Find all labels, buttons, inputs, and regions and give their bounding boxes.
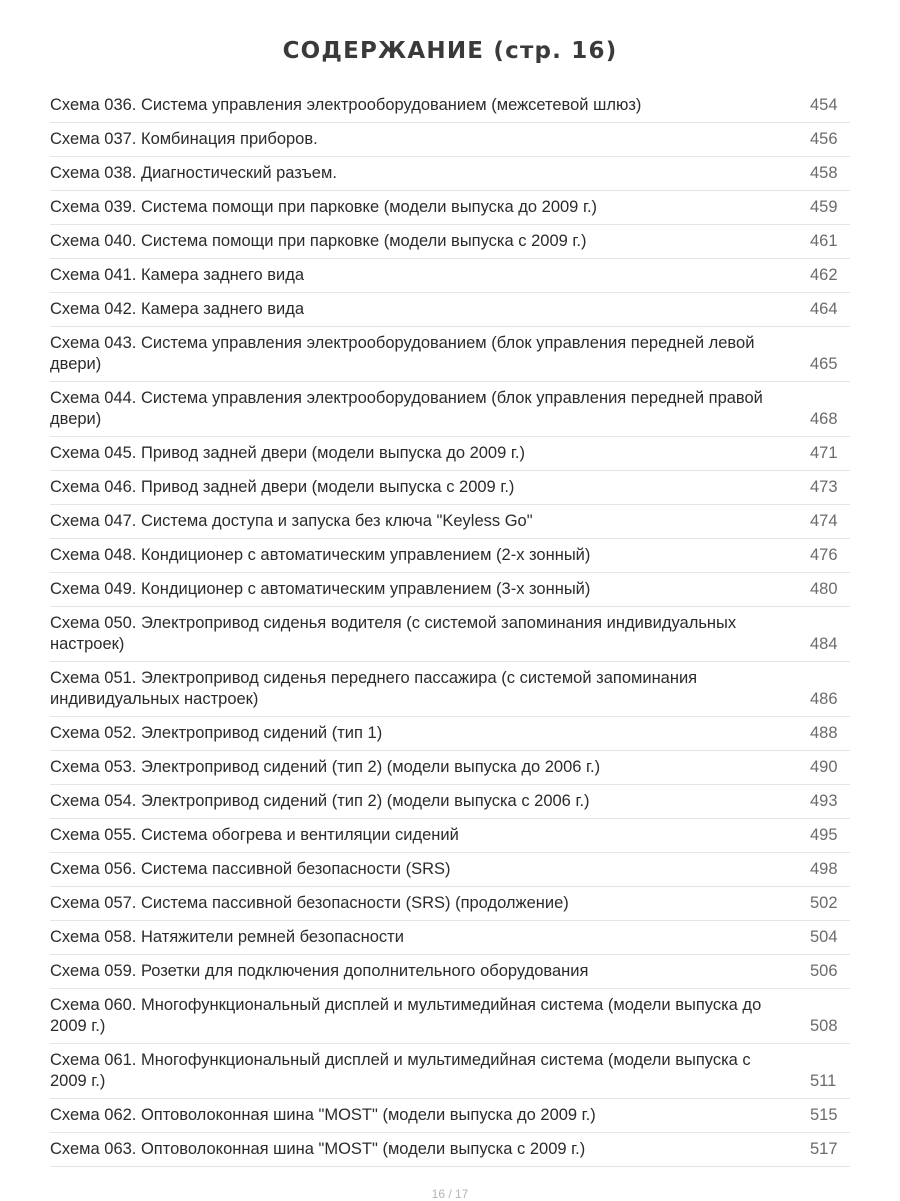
toc-row[interactable] (50, 437, 850, 471)
toc-entry-title: Схема 037. Комбинация приборов. (50, 130, 318, 148)
toc-row[interactable] (50, 989, 850, 1044)
toc-entry-title: Схема 043. Система управления электрооборудованием (блок управления передней левой двери) (50, 334, 755, 373)
toc-entry-title: Схема 052. Электропривод сидений (тип 1) (50, 724, 383, 742)
toc-entry-title: Схема 059. Розетки для подключения дополнительного оборудования (50, 962, 589, 980)
toc-page-number: 488 (810, 724, 838, 742)
toc-entry-title: Схема 062. Оптоволоконная шина "MOST" (модели выпуска до 2009 г.) (50, 1106, 596, 1124)
toc-entry-title: Схема 056. Система пассивной безопасности (SRS) (50, 860, 451, 878)
toc-entry-title: Схема 041. Камера заднего вида (50, 266, 305, 284)
toc-entry-title: Схема 054. Электропривод сидений (тип 2) (модели выпуска с 2006 г.) (50, 792, 590, 810)
toc-row[interactable] (50, 853, 850, 887)
toc-row[interactable] (50, 887, 850, 921)
toc-page-number: 484 (810, 635, 838, 653)
toc-row[interactable] (50, 717, 850, 751)
toc-page-number: 508 (810, 1017, 838, 1035)
toc-row[interactable] (50, 471, 850, 505)
toc-row[interactable] (50, 89, 850, 123)
toc-page-number: 502 (810, 894, 838, 912)
toc-row[interactable] (50, 1044, 850, 1099)
toc-page-number: 486 (810, 690, 838, 708)
toc-row[interactable] (50, 225, 850, 259)
toc-row[interactable] (50, 157, 850, 191)
toc-page-number: 476 (810, 546, 838, 564)
toc-entry-title: Схема 044. Система управления электрооборудованием (блок управления передней правой двери) (50, 389, 763, 428)
toc-page-number: 495 (810, 826, 838, 844)
toc-entry-title: Схема 061. Многофункциональный дисплей и мультимедийная система (модели выпуска с 2009 г.) (50, 1051, 751, 1090)
page-counter: 16 / 17 (431, 1187, 469, 1201)
toc-row[interactable] (50, 819, 850, 853)
toc-row[interactable] (50, 785, 850, 819)
toc-page-number: 511 (810, 1072, 837, 1090)
toc-row[interactable] (50, 191, 850, 225)
toc-entry-title: Схема 053. Электропривод сидений (тип 2) (модели выпуска до 2006 г.) (50, 758, 601, 776)
toc-page-number: 473 (810, 478, 838, 496)
toc-page-number: 459 (810, 198, 838, 216)
toc-entry-title: Схема 055. Система обогрева и вентиляции сидений (50, 826, 459, 844)
toc-entry-title: Схема 049. Кондиционер с автоматическим управлением (3-х зонный) (50, 580, 591, 598)
toc-page-number: 506 (810, 962, 838, 980)
toc-page-number: 468 (810, 410, 838, 428)
toc-row[interactable] (50, 505, 850, 539)
toc-page-number: 456 (810, 130, 838, 148)
toc-entry-title: Схема 048. Кондиционер с автоматическим управлением (2-х зонный) (50, 546, 591, 564)
toc-page-number: 464 (810, 300, 838, 318)
toc-entry-title: Схема 045. Привод задней двери (модели выпуска до 2009 г.) (50, 444, 525, 462)
toc-entry-title: Схема 057. Система пассивной безопасности (SRS) (продолжение) (50, 894, 569, 912)
toc-row[interactable] (50, 382, 850, 437)
toc-page-number: 458 (810, 164, 838, 182)
toc-page-number: 490 (810, 758, 838, 776)
table-of-contents (50, 89, 850, 1167)
toc-page-number: 493 (810, 792, 838, 810)
toc-row[interactable] (50, 1099, 850, 1133)
toc-page-number: 474 (810, 512, 838, 530)
toc-page-number: 454 (810, 96, 838, 114)
toc-page-number: 465 (810, 355, 838, 373)
toc-row[interactable] (50, 327, 850, 382)
toc-row[interactable] (50, 259, 850, 293)
toc-page-number: 504 (810, 928, 838, 946)
toc-page-number: 461 (810, 232, 838, 250)
toc-page-number: 480 (810, 580, 838, 598)
toc-row[interactable] (50, 662, 850, 717)
toc-row[interactable] (50, 955, 850, 989)
toc-entry-title: Схема 042. Камера заднего вида (50, 300, 305, 318)
toc-row[interactable] (50, 1133, 850, 1167)
toc-row[interactable] (50, 123, 850, 157)
toc-row[interactable] (50, 573, 850, 607)
page-title: СОДЕРЖАНИЕ (стр. 16) (282, 38, 618, 64)
toc-page-number: 462 (810, 266, 838, 284)
toc-row[interactable] (50, 293, 850, 327)
toc-entry-title: Схема 046. Привод задней двери (модели выпуска с 2009 г.) (50, 478, 515, 496)
toc-page-number: 498 (810, 860, 838, 878)
toc-entry-title: Схема 058. Натяжители ремней безопасности (50, 928, 404, 946)
toc-entry-title: Схема 039. Система помощи при парковке (модели выпуска до 2009 г.) (50, 198, 598, 216)
toc-page-number: 517 (810, 1140, 838, 1158)
toc-entry-title: Схема 050. Электропривод сиденья водителя (с системой запоминания индивидуальных настроек) (50, 614, 737, 653)
toc-entry-title: Схема 036. Система управления электрооборудованием (межсетевой шлюз) (50, 96, 642, 114)
toc-row[interactable] (50, 921, 850, 955)
toc-row[interactable] (50, 539, 850, 573)
toc-entry-title: Схема 038. Диагностический разъем. (50, 164, 337, 182)
toc-entry-title: Схема 047. Система доступа и запуска без ключа "Keyless Go" (50, 512, 533, 530)
toc-page-number: 515 (810, 1106, 838, 1124)
toc-entry-title: Схема 063. Оптоволоконная шина "MOST" (модели выпуска с 2009 г.) (50, 1140, 586, 1158)
toc-entry-title: Схема 040. Система помощи при парковке (модели выпуска с 2009 г.) (50, 232, 587, 250)
toc-row[interactable] (50, 607, 850, 662)
toc-page-number: 471 (810, 444, 838, 462)
toc-entry-title: Схема 051. Электропривод сиденья переднего пассажира (с системой запоминания индивидуальных настроек) (50, 669, 698, 708)
toc-entry-title: Схема 060. Многофункциональный дисплей и мультимедийная система (модели выпуска до 2009 г.) (50, 996, 762, 1035)
toc-row[interactable] (50, 751, 850, 785)
